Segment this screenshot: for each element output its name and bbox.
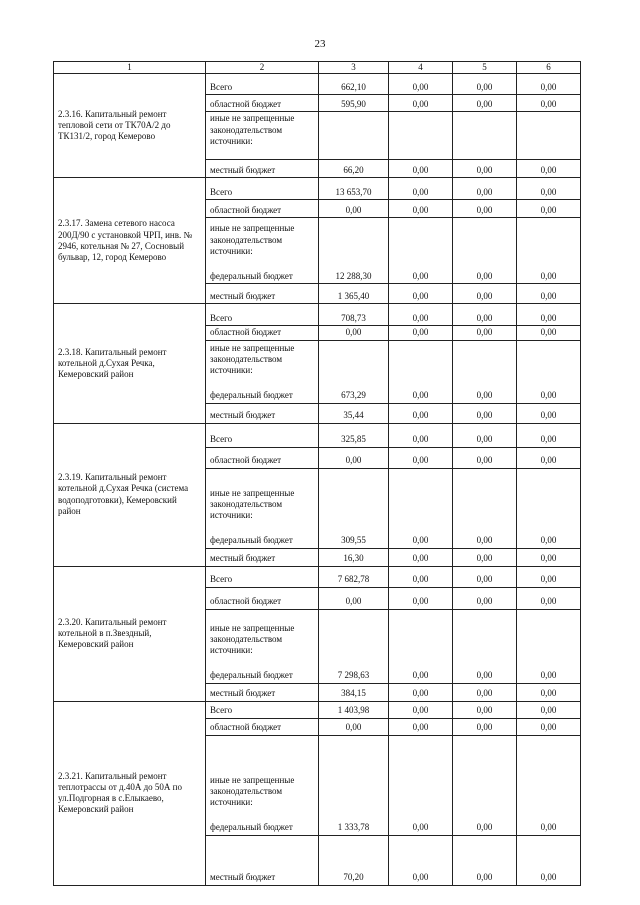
value-cell: 0,00 [517,284,581,304]
project-name: 2.3.17. Замена сетевого насоса 200Д/90 с установкой ЧРП, инв. № 2946, котельная № 27, Сосновый бульвар, 12, город Кемерово [54,178,206,304]
value-cell: 0,00 [453,284,517,304]
funding-source: областной бюджет [206,95,319,112]
value-cell: 0,00 [389,326,453,340]
value-cell: 0,00 [389,340,453,403]
value-cell: 0,00 [453,423,517,447]
value-cell: 0,00 [389,468,453,548]
value-cell: 0,00 [517,835,581,885]
value-cell: 1 365,40 [319,284,389,304]
value-cell [389,112,453,160]
funding-subsource-label: федеральный бюджет [210,390,293,401]
project-name: 2.3.20. Капитальный ремонт котельной в п.Звездный, Кемеровский район [54,566,206,701]
value-cell: 0,00 [389,284,453,304]
value-cell: 0,00 [453,178,517,200]
header-row [54,62,581,74]
value-cell: 0,00 [453,403,517,423]
funding-source [206,609,319,683]
value-cell: 0,00 [389,178,453,200]
value-cell: 0,00 [517,718,581,735]
value-cell: 0,00 [389,735,453,835]
funding-source [206,218,319,284]
funding-source: областной бюджет [206,326,319,340]
project-name: 2.3.19. Капитальный ремонт котельной д.Сухая Речка (система водоподготовки), Кемеровский район [54,423,206,566]
value-cell: 0,00 [453,326,517,340]
value-cell: 0,00 [453,340,517,403]
funding-source [206,468,319,548]
value-cell: 16,30 [319,548,389,566]
funding-source-label: иные не запрещенные законодательством источники: [210,342,295,375]
funding-source: местный бюджет [206,683,319,701]
value-cell [517,112,581,160]
funding-source: областной бюджет [206,200,319,218]
value-cell: 0,00 [389,587,453,609]
value-cell: 0,00 [517,200,581,218]
value-cell: 0,00 [453,447,517,468]
value-cell: 35,44 [319,403,389,423]
value-cell: 0,00 [389,95,453,112]
funding-source [206,735,319,835]
value-cell: 0,00 [517,74,581,95]
value-cell: 0,00 [389,835,453,885]
value-cell: 0,00 [453,587,517,609]
funding-source: местный бюджет [206,835,319,885]
value-cell: 0,00 [453,566,517,587]
value-cell: 0,00 [389,423,453,447]
funding-source: Всего [206,304,319,326]
funding-source: местный бюджет [206,548,319,566]
project-name: 2.3.18. Капитальный ремонт котельной д.Сухая Речка, Кемеровский район [54,304,206,423]
value-cell: 1 333,78 [319,735,389,835]
page-number: 23 [314,38,326,50]
value-cell: 0,00 [453,609,517,683]
funding-subsource-label: федеральный бюджет [210,670,293,681]
table-row [54,304,581,326]
value-cell: 0,00 [517,95,581,112]
value-cell: 0,00 [389,403,453,423]
funding-source-label: иные не запрещенные законодательством источники: [210,774,295,807]
value-cell: 7 298,63 [319,609,389,683]
funding-source: Всего [206,74,319,95]
value-cell: 0,00 [389,718,453,735]
value-cell: 0,00 [389,609,453,683]
value-cell: 0,00 [389,74,453,95]
funding-source: областной бюджет [206,587,319,609]
funding-source: местный бюджет [206,284,319,304]
value-cell: 0,00 [319,587,389,609]
value-cell: 0,00 [453,701,517,718]
value-cell: 662,10 [319,74,389,95]
value-cell: 0,00 [453,468,517,548]
value-cell: 673,29 [319,340,389,403]
value-cell [319,112,389,160]
value-cell: 0,00 [517,566,581,587]
value-cell: 0,00 [517,423,581,447]
header-cell: 5 [453,62,517,74]
funding-source: иные не запрещенные законодательством источники: [206,112,319,160]
value-cell: 0,00 [453,683,517,701]
value-cell: 0,00 [453,160,517,178]
table-row [54,566,581,587]
header-cell: 4 [389,62,453,74]
value-cell: 0,00 [517,218,581,284]
header-cell: 3 [319,62,389,74]
value-cell: 0,00 [389,683,453,701]
value-cell: 12 288,30 [319,218,389,284]
value-cell: 1 403,98 [319,701,389,718]
value-cell: 0,00 [517,735,581,835]
value-cell: 0,00 [517,701,581,718]
funding-source [206,340,319,403]
value-cell: 0,00 [453,95,517,112]
table-row [54,701,581,718]
value-cell: 0,00 [319,326,389,340]
value-cell: 0,00 [389,566,453,587]
value-cell: 0,00 [453,304,517,326]
funding-source: областной бюджет [206,447,319,468]
funding-source: Всего [206,423,319,447]
value-cell: 0,00 [517,609,581,683]
funding-source: областной бюджет [206,718,319,735]
value-cell: 0,00 [517,326,581,340]
value-cell: 0,00 [319,718,389,735]
table-row [54,74,581,95]
header-cell: 6 [517,62,581,74]
value-cell: 595,90 [319,95,389,112]
value-cell: 0,00 [319,447,389,468]
value-cell: 0,00 [389,218,453,284]
value-cell: 66,20 [319,160,389,178]
value-cell [453,112,517,160]
value-cell: 0,00 [389,548,453,566]
value-cell: 70,20 [319,835,389,885]
budget-table [53,61,581,886]
value-cell: 0,00 [453,548,517,566]
value-cell: 325,85 [319,423,389,447]
value-cell: 0,00 [517,304,581,326]
funding-source: местный бюджет [206,403,319,423]
value-cell: 13 653,70 [319,178,389,200]
funding-source: Всего [206,701,319,718]
funding-source: местный бюджет [206,160,319,178]
value-cell: 384,15 [319,683,389,701]
value-cell: 0,00 [517,340,581,403]
funding-subsource-label: федеральный бюджет [210,271,293,281]
value-cell: 0,00 [517,160,581,178]
value-cell: 0,00 [453,835,517,885]
value-cell: 0,00 [453,74,517,95]
value-cell: 0,00 [517,403,581,423]
value-cell: 0,00 [453,218,517,284]
value-cell: 0,00 [319,200,389,218]
funding-source-label: иные не запрещенные законодательством источники: [210,487,295,520]
table-row [54,423,581,447]
value-cell: 0,00 [453,200,517,218]
funding-source-label: иные не запрещенные законодательством источники: [210,223,295,256]
funding-subsource-label: федеральный бюджет [210,822,293,833]
value-cell: 0,00 [517,548,581,566]
value-cell: 0,00 [389,304,453,326]
value-cell: 0,00 [517,683,581,701]
table-row [54,178,581,200]
project-name: 2.3.16. Капитальный ремонт тепловой сети от ТК70А/2 до ТК131/2, город Кемерово [54,74,206,178]
value-cell: 0,00 [517,587,581,609]
funding-subsource-label: федеральный бюджет [210,535,293,546]
funding-source-label: иные не запрещенные законодательством источники: [210,622,295,655]
value-cell: 0,00 [517,178,581,200]
header-cell: 1 [54,62,206,74]
value-cell: 0,00 [453,718,517,735]
value-cell: 0,00 [517,447,581,468]
funding-source: Всего [206,566,319,587]
value-cell: 0,00 [453,735,517,835]
value-cell: 0,00 [389,160,453,178]
value-cell: 0,00 [389,200,453,218]
project-name: 2.3.21. Капитальный ремонт теплотрассы от д.40А до 50А по ул.Подгорная в с.Елыкаево, Кемеровский район [54,701,206,885]
value-cell: 0,00 [389,701,453,718]
value-cell: 309,55 [319,468,389,548]
funding-source: Всего [206,178,319,200]
value-cell: 708,73 [319,304,389,326]
header-cell: 2 [206,62,319,74]
value-cell: 7 682,78 [319,566,389,587]
value-cell: 0,00 [517,468,581,548]
value-cell: 0,00 [389,447,453,468]
